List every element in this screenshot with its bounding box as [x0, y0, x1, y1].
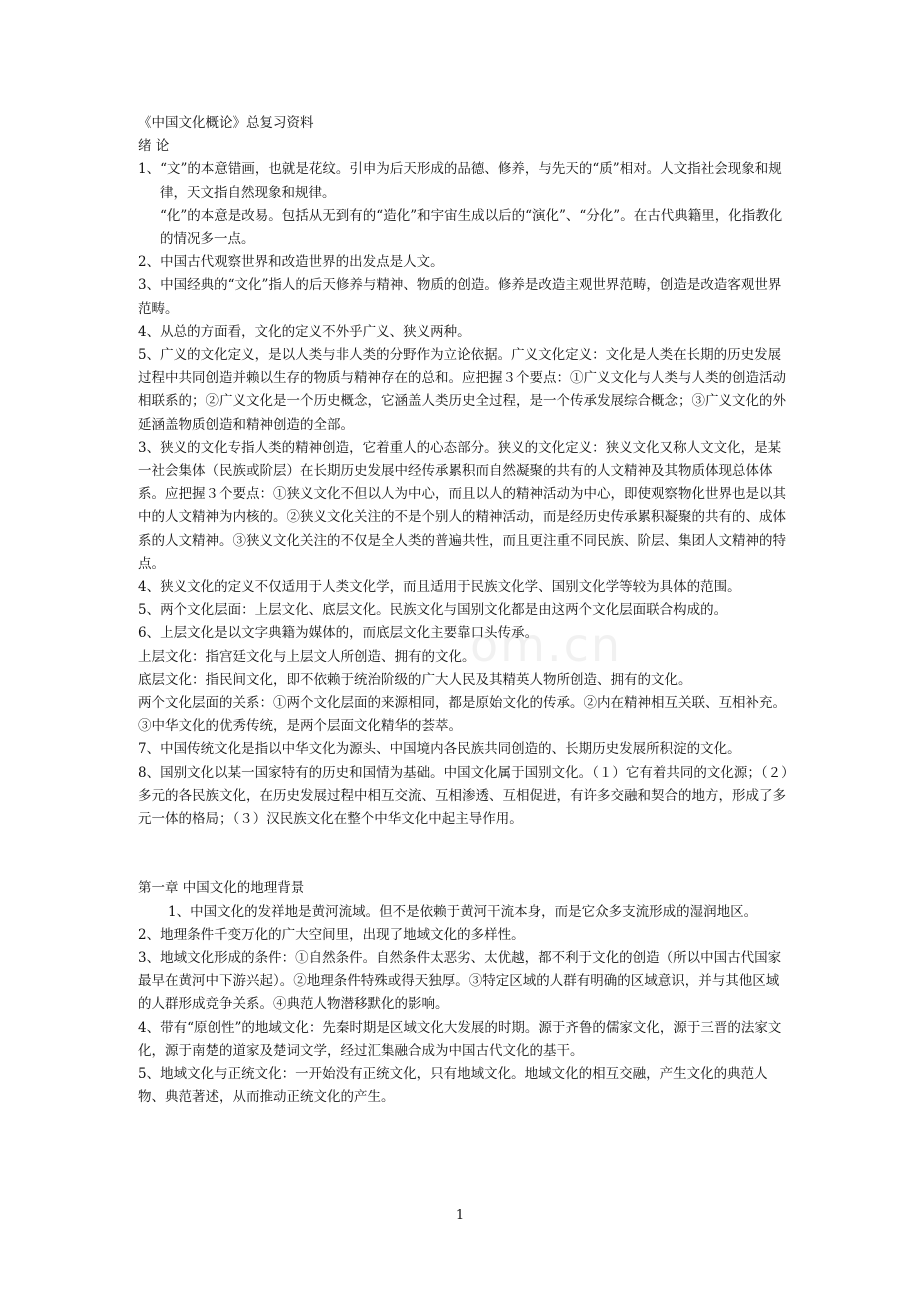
intro-heading: 绪 论: [138, 138, 170, 155]
paragraph: 上层文化：指宫廷文化与上层文人所创造、拥有的文化。: [138, 648, 476, 665]
paragraph: 2、中国古代观察世界和改造世界的出发点是人文。: [138, 254, 444, 271]
paragraph: 底层文化：指民间文化，即不依赖于统治阶级的广大人民及其精英人物所创造、拥有的文化。: [138, 671, 692, 688]
chapter-heading: 第一章 中国文化的地理背景: [138, 880, 305, 897]
section-spacer: [138, 831, 788, 877]
paragraph: 7、中国传统文化是指以中华文化为源头、中国境内各民族共同创造的、长期历史发展所积淀的文化。: [138, 741, 741, 758]
paragraph: 6、上层文化是以文字典籍为媒体的，而底层文化主要靠口头传承。: [138, 625, 539, 642]
page-number: 1: [455, 1208, 465, 1223]
paragraph: 1、“文”的本意错画，也就是花纹。引申为后天形成的品德、修养，与先天的“质”相对。人文指社会现象和规律，天文指自然现象和规律。: [138, 161, 782, 201]
paragraph: 2、地理条件千变万化的广大空间里，出现了地域文化的多样性。: [138, 926, 525, 943]
paragraph: 3、中国经典的“文化”指人的后天修养与精神、物质的创造。修养是改造主观世界范畴，创造是改造客观世界范畴。: [138, 277, 782, 317]
paragraph: 4、狭义文化的定义不仅适用于人类文化学，而且适用于民族文化学、国别文化学等较为具体的范围。: [138, 579, 741, 596]
watermark: om.cn: [470, 618, 623, 672]
paragraph: 3、狭义的文化专指人类的精神创造，它着重人的心态部分。狭义的文化定义：狭义文化又称人文文化，是某一社会集体（民族或阶层）在长期历史发展中经传承累积而自然凝聚的共有的人文精神及其物质体现总体体系。应把握３个要点：①狭义文化不但以人为中心，而且以人的精神活动为中心，即使观察物化世界也是以其中的人文精神为内核的。②狭义文化关注的不是个别人的精神活动，而是经历史传承累积凝聚的共有的、成体系的人文精神。③狭义文化关注的不仅是全人类的普遍共性，而且更注重不同民族、阶层、集团人文精神的特点。: [138, 439, 786, 572]
document-body: [138, 112, 788, 1109]
document-title: 《中国文化概论》总复习资料: [138, 115, 314, 131]
paragraph: 8、国别文化以某一国家特有的历史和国情为基础。中国文化属于国别文化。（１）它有着共同的文化源；（２）多元的各民族文化，在历史发展过程中相互交流、互相渗透、互相促进，有许多交融和契合的地方，形成了多元一体的格局；（３）汉民族文化在整个中华文化中起主导作用。: [138, 764, 788, 828]
paragraph: 5、两个文化层面：上层文化、底层文化。民族文化与国别文化都是由这两个文化层面联合构成的。: [138, 602, 728, 619]
paragraph: 4、带有“原创性”的地域文化：先秦时期是区域文化大发展的时期。源于齐鲁的儒家文化，源于三晋的法家文化，源于南楚的道家及楚词文学，经过汇集融合成为中国古代文化的基干。: [138, 1019, 782, 1059]
paragraph: 两个文化层面的关系：①两个文化层面的来源相同，都是原始文化的传承。②内在精神相互关联、互相补充。③中华文化的优秀传统，是两个层面文化精华的荟萃。: [138, 695, 786, 735]
paragraph: 5、广义的文化定义，是以人类与非人类的分野作为立论依据。广义文化定义：文化是人类在长期的历史发展过程中共同创造并赖以生存的物质与精神存在的总和。应把握３个要点：①广义文化与人类与人类的创造活动相联系的；②广义文化是一个历史概念，它涵盖人类历史全过程，是一个传承发展综合概念；③广义文化的外延涵盖物质创造和精神创造的全部。: [138, 347, 786, 433]
paragraph: 4、从总的方面看，文化的定义不外乎广义、狭义两种。: [138, 323, 471, 340]
paragraph: 5、地域文化与正统文化：一开始没有正统文化，只有地域文化。地域文化的相互交融，产生文化的典范人物、典范著述，从而推动正统文化的产生。: [138, 1065, 768, 1106]
paragraph: 3、地域文化形成的条件：①自然条件。自然条件太恶劣、太优越，都不利于文化的创造（所以中国古代国家最早在黄河中下游兴起）。②地理条件特殊或得天独厚。③特定区域的人群有明确的区域意识，并与其他区域的人群形成竞争关系。④典范人物潜移默化的影响。: [138, 949, 782, 1013]
paragraph: “化”的本意是改易。包括从无到有的“造化”和宇宙生成以后的“演化”、“分化”。在古代典籍里，化指教化的情况多一点。: [160, 207, 783, 248]
paragraph: 1、中国文化的发祥地是黄河流域。但不是依赖于黄河干流本身，而是它众多支流形成的湿润地区。: [168, 903, 758, 920]
